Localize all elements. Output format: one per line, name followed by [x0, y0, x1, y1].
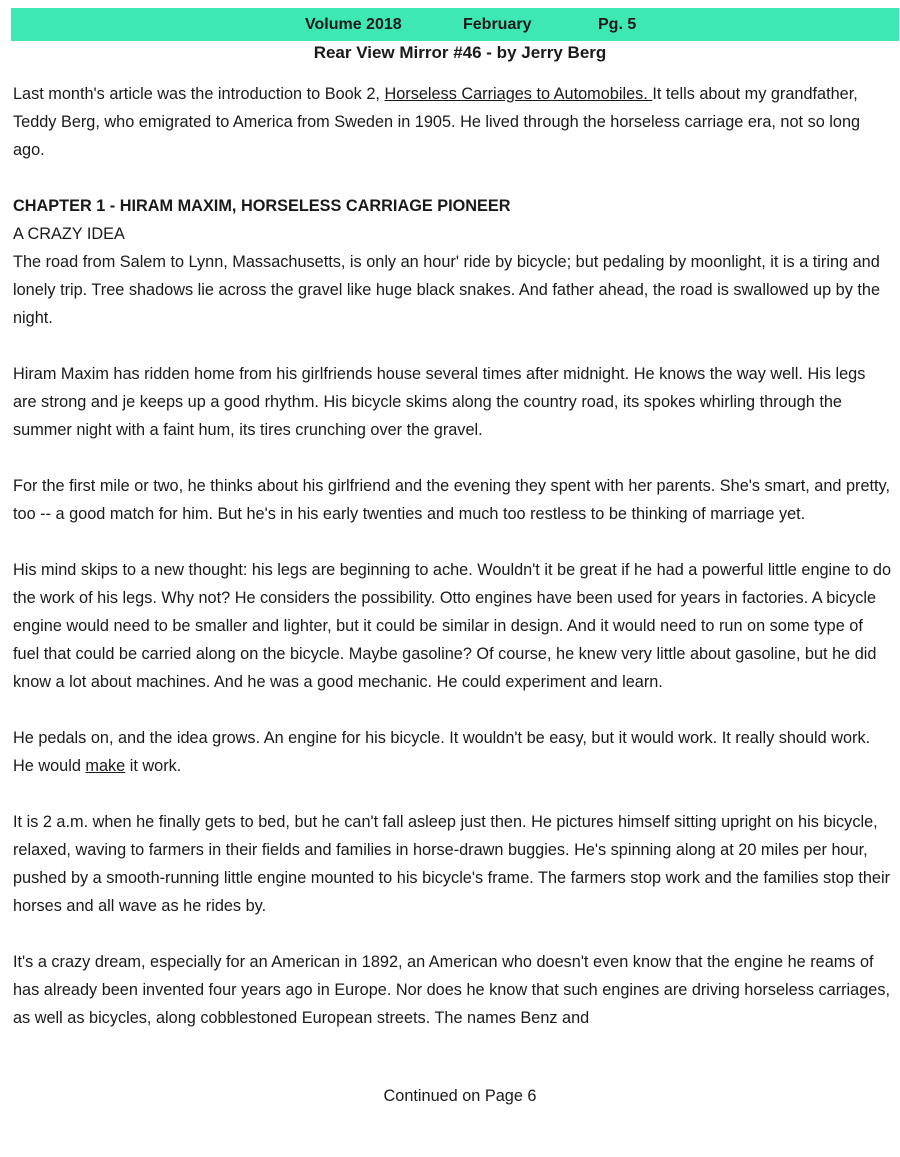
- paragraph-3: For the first mile or two, he thinks about his girlfriend and the evening they spent with her parents. She's smart, and pretty, too -- a good match for him. But he's in his early twenties and much too restless to be thinking of marriage yet.: [13, 477, 891, 523]
- chapter-heading: CHAPTER 1 - HIRAM MAXIM, HORSELESS CARRIAGE PIONEER: [13, 197, 511, 215]
- intro-text-after: It tells about my grandfather, Teddy Berg, who emigrated to America from Sweden in 1905. He lived through the horseless carriage era, not so long ago.: [13, 85, 861, 159]
- continued-note: Continued on Page 6: [383, 1087, 537, 1105]
- page-number: Pg. 5: [598, 15, 637, 33]
- paragraph-2: Hiram Maxim has ridden home from his girlfriends house several times after midnight. He knows the way well. His legs are strong and je keeps up a good rhythm. His bicycle skims along the country road, its spokes whirling through the summer night with a faint hum, its tires crunching over the gravel.: [13, 365, 866, 439]
- paragraph-6: It is 2 a.m. when he finally gets to bed, but he can't fall asleep just then. He pictures himself sitting upright on his bicycle, relaxed, waving to farmers in their fields and families in horse-drawn buggies. He's spinning along at 20 miles per hour, pushed by a smooth-running little engine mounted to his bicycle's frame. The farmers stop work and the families stop their horses and all wave as he rides by.: [13, 813, 891, 915]
- section-heading: A CRAZY IDEA: [13, 225, 125, 243]
- volume-label: Volume 2018: [305, 15, 402, 33]
- paragraph-1: The road from Salem to Lynn, Massachusetts, is only an hour' ride by bicycle; but pedaling by moonlight, it is a tiring and lonely trip. Tree shadows lie across the gravel like huge black snakes. And father ahead, the road is swallowed up by the night.: [13, 253, 881, 327]
- paragraph-4: His mind skips to a new thought: his legs are beginning to ache. Wouldn't it be great if he had a powerful little engine to do the work of his legs. Why not? He considers the possibility. Otto engines have been used for years in factories. A bicycle engine would need to be smaller and lighter, but it could be similar in design. And it would need to run on some type of fuel that could be carried along on the bicycle. Maybe gasoline? Of course, he knew very little about gasoline, but he did know a lot about machines. And he was a good mechanic. He could experiment and learn.: [13, 561, 892, 691]
- month-label: February: [463, 15, 532, 33]
- paragraph-7: It's a crazy dream, especially for an American in 1892, an American who doesn't even know that the engine he reams of has already been invented four years ago in Europe. Nor does he know that such engines are driving horseless carriages, as well as bicycles, along cobblestoned European streets. The names Benz and: [13, 953, 890, 1027]
- emphasis-make: make: [85, 757, 126, 775]
- paragraph-5: [13, 724, 893, 780]
- intro-text-before: Last month's article was the introduction to Book 2,: [13, 85, 385, 103]
- article-body: [13, 80, 893, 1032]
- header-bar: [11, 8, 899, 41]
- paragraph-5-after: it work.: [125, 757, 182, 775]
- intro-paragraph: [13, 80, 893, 164]
- book-title: Horseless Carriages to Automobiles.: [384, 85, 653, 103]
- paragraph-5-before: He pedals on, and the idea grows. An engine for his bicycle. It wouldn't be easy, but it would work. It really should work. He would: [13, 729, 871, 775]
- article-title: Rear View Mirror #46 - by Jerry Berg: [313, 43, 607, 62]
